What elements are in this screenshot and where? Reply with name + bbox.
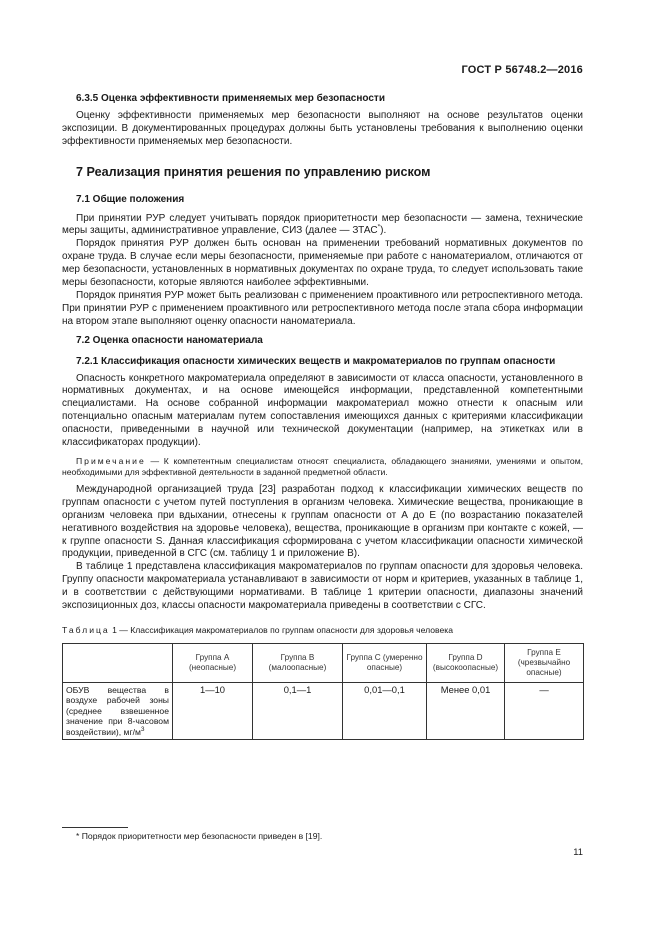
- document-code: ГОСТ Р 56748.2—2016: [461, 64, 583, 76]
- section-7-1-paragraph-1: [62, 213, 583, 239]
- hazard-groups-table: [62, 643, 584, 740]
- table-row-label: [63, 683, 173, 740]
- footnote-reference: *: [377, 224, 381, 232]
- section-6-3-5-paragraph: Оценку эффективности применяемых мер безопасности выполняют на основе результатов оценки экспозиции. В документированных процедурах должны быть установлены требования к выполнению оценки эффективности применяемых мер безопасности.: [62, 109, 583, 147]
- table-cell-group-e: —: [505, 683, 584, 740]
- note-text: — К компетентным специалистам относят специалиста, обладающего знаниями, умениями и опытом, необходимыми для эффективной деятельности в заданной предметной области.: [62, 455, 583, 477]
- paragraph-text-end: ).: [380, 225, 387, 237]
- note: [62, 456, 583, 478]
- table-header-group-d: Группа D (высокоопасные): [427, 644, 505, 683]
- section-7-2-1-paragraph-2: Международной организацией труда [23] разработан подход к классификации химических веществ по группам опасности с учетом путей поступления в организм человека. Химические вещества, проникающие в организм человека при вдыхании, отнесены к группам опасности от А до Е (по возрастанию показателей негативного воздействия на здоровье человека), вещества, проникающие в организм при контакте с кожей, — к группе опасности S. Данная классификация сформирована с учетом классификации опасности химической продукции, приведенной в СГС (см. таблицу 1 и приложение В).: [62, 483, 583, 560]
- table-header-group-e: Группа Е (чрезвычайно опасные): [505, 644, 584, 683]
- page-content: [62, 93, 583, 740]
- table-header-group-c: Группа С (умеренно опасные): [343, 644, 427, 683]
- page-number: 11: [573, 846, 583, 857]
- table-cell-group-b: 0,1—1: [253, 683, 343, 740]
- footnote-mark: *: [76, 831, 80, 841]
- section-7-1-paragraph-3: Порядок принятия РУР может быть реализован с применением проактивного или ретроспективного метода. При принятии РУР с применением проактивного или ретроспективного метода после этапа сбора информации на втором этапе выполняют оценку опасности наноматериала.: [62, 289, 583, 327]
- section-7-2-1-paragraph-1: Опасность конкретного макроматериала определяют в зависимости от класса опасности, установленного в нормативных документах, и на основе имеющейся информации, представленной компетентными специалистами. На основе собранной информации макроматериал можно отнести к опасным или потенциально опасным материалам путем сопоставления имеющихся данных с критериями классификации опасности, приведенными в научной или технической документации (например, на этикетках или в классификаторах продукции).: [62, 372, 583, 449]
- section-7-2-heading: 7.2 Оценка опасности наноматериала: [76, 334, 263, 346]
- footnote-text: Порядок приоритетности мер безопасности приведен в [19].: [79, 831, 323, 841]
- section-6-3-5-heading: 6.3.5 Оценка эффективности применяемых мер безопасности: [76, 93, 385, 104]
- table-header-empty: [63, 644, 173, 683]
- table-1-caption: [62, 625, 583, 636]
- row-label-text: ОБУВ вещества в воздухе рабочей зоны (среднее взвешенное значение при 8-часовом воздействии), мг/м: [66, 685, 169, 737]
- paragraph-text: При принятии РУР следует учитывать порядок приоритетности мер безопасности — замена, технические меры защиты, административное управление, СИЗ (далее — ЗТАС: [62, 212, 583, 237]
- section-7-2-1-heading: 7.2.1 Классификация опасности химических веществ и макроматериалов по группам опасности: [76, 355, 556, 367]
- section-7-heading: 7 Реализация принятия решения по управлению риском: [76, 164, 431, 179]
- table-caption-label: Таблица: [62, 625, 110, 635]
- section-7-1-paragraph-2: Порядок принятия РУР должен быть основан на применении требований нормативных документов по охране труда. В случае если меры безопасности, применяемые при работе с наноматериалом, отличаются от мер безопасности, установленных в нормативных документах по охране труда, то следует использовать такие меры безопасности, которые являются наиболее эффективными.: [62, 238, 583, 289]
- table-header-group-a: Группа А (неопасные): [173, 644, 253, 683]
- section-7-2-1-paragraph-3: В таблице 1 представлена классификация макроматериалов по группам опасности для здоровья человека. Группу опасности макроматериала устанавливают в зависимости от норм и критериев, указанных в таблице 1, и в соответствии с действующими нормативами. В таблице 1 критерии опасности, диапазоны значений экспозиционных доз, классы опасности макроматериала приведены в соответствии с СГС.: [62, 561, 583, 612]
- table-cell-group-d: Менее 0,01: [427, 683, 505, 740]
- table-header-row: [63, 644, 584, 683]
- footnote-divider: [62, 827, 128, 828]
- section-7-1-heading: 7.1 Общие положения: [76, 193, 185, 205]
- table-row: [63, 683, 584, 740]
- table-cell-group-a: 1—10: [173, 683, 253, 740]
- row-label-superscript: 3: [140, 725, 145, 733]
- note-label: Примечание: [76, 455, 146, 466]
- footnote: [76, 831, 322, 842]
- table-caption-text: 1 — Классификация макроматериалов по группам опасности для здоровья человека: [109, 625, 453, 635]
- table-cell-group-c: 0,01—0,1: [343, 683, 427, 740]
- table-header-group-b: Группа В (малоопасные): [253, 644, 343, 683]
